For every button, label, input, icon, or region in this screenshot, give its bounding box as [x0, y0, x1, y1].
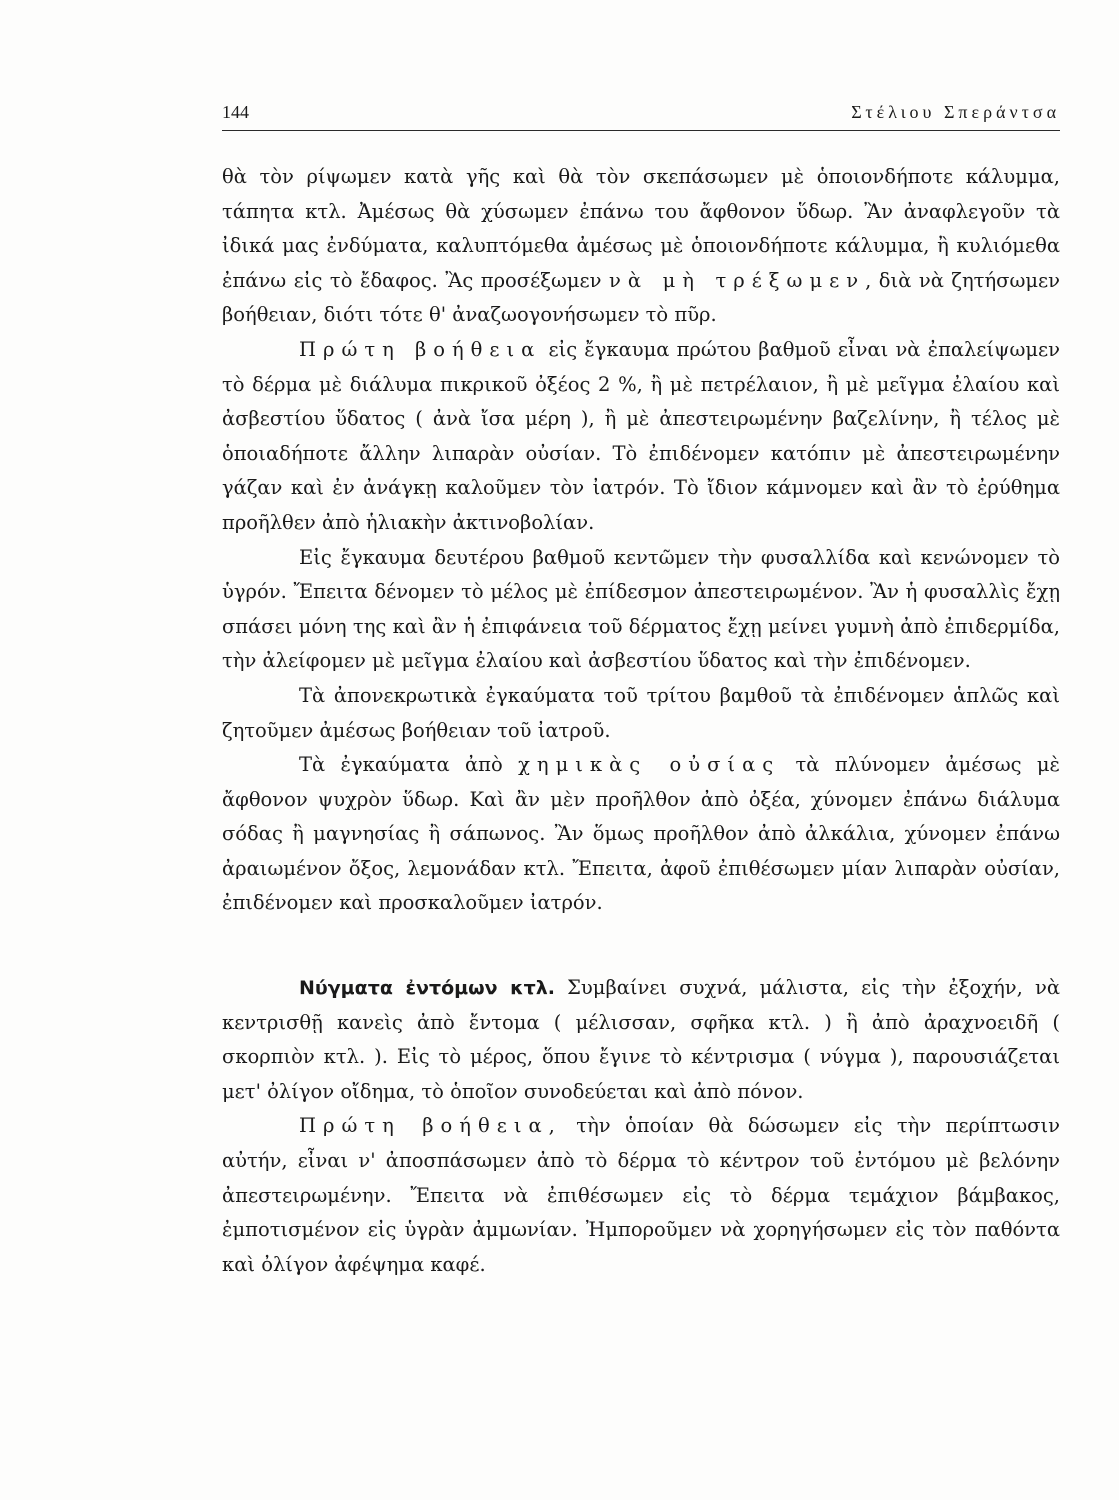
paragraph-text: Συμβαίνει συχνά, μάλιστα, εἰς τὴν ἐξοχήν, νὰ κεντρισθῇ κανεὶς ἀπὸ ἔντομα ( μέλισσαν, σφῆκα κτλ. ) ἢ ἀπὸ ἀραχνοειδῆ ( σκορπιὸν κτλ. ). Εἰς τὸ μέρος, ὅπου ἔγινε τὸ κέντρισμα ( νύγμα ), παρουσιάζεται μετ' ὀλίγον οἴδημα, τὸ ὁποῖον συνοδεύεται καὶ ἀπὸ πόνον.	[222, 976, 1060, 1103]
spaced-emphasis: χημικὰς οὐσίας	[518, 753, 781, 777]
page-body	[222, 160, 1060, 1282]
paragraph-text: Τὰ ἀπονεκρωτικὰ ἐγκαύματα τοῦ τρίτου βαμθοῦ τὰ ἐπιδένομεν ἁπλῶς καὶ ζητοῦμεν ἀμέσως βοήθειαν τοῦ ἰατροῦ.	[222, 683, 1060, 742]
paragraph-text: Εἰς ἔγκαυμα δευτέρου βαθμοῦ κεντῶμεν τὴν φυσαλλίδα καὶ κενώνομεν τὸ ὑγρόν. Ἔπειτα δένομεν τὸ μέλος μὲ ἐπίδεσμον ἀπεστειρωμένον. Ἂν ἡ φυσαλλὶς ἔχῃ σπάσει μόνη της καὶ ἂν ἡ ἐπιφάνεια τοῦ δέρματος ἔχῃ μείνει γυμνὴ ἀπὸ ἐπιδερμίδα, τὴν ἀλείφομεν μὲ μεῖγμα ἐλαίου καὶ ἀσβεστίου ὕδατος καὶ τὴν ἐπιδένομεν.	[222, 545, 1060, 673]
paragraph-text: τὴν ὁποίαν θὰ δώσωμεν εἰς τὴν περίπτωσιν αὐτήν, εἶναι ν' ἀποσπάσωμεν ἀπὸ τὸ δέρμα τὸ κέντρον τοῦ ἐντόμου μὲ βελόνην ἀπεστειρωμένην. Ἔπειτα νὰ ἐπιθέσωμεν εἰς τὸ δέρμα τεμάχιον βάμβακος, ἐμποτισμένον εἰς ὑγρὰν ἀμμωνίαν. Ἠμποροῦμεν νὰ χορηγήσωμεν εἰς τὸν παθόντα καὶ ὀλίγον ἀφέψημα καφέ.	[222, 1114, 1060, 1276]
paragraph-1	[222, 160, 1060, 333]
spaced-emphasis: Πρώτη βοήθεια,	[299, 1114, 562, 1138]
paragraph-6	[222, 971, 1060, 1109]
running-head: Στέλιου Σπεράντσα	[851, 102, 1060, 122]
paragraph-text: , διὰ νὰ ζητήσωμεν βοήθειαν, διότι τότε θ' ἀναζωογονήσωμεν τὸ πῦρ.	[222, 268, 1060, 327]
paragraph-3	[222, 541, 1060, 679]
page-header	[222, 100, 1060, 131]
section-title: Νύγματα ἐντόμων κτλ.	[299, 977, 555, 1000]
paragraph-4	[222, 679, 1060, 748]
paragraph-text: τὰ πλύνομεν ἀμέσως μὲ ἄφθονον ψυχρὸν ὕδωρ. Καὶ ἂν μὲν προῆλθον ἀπὸ ὀξέα, χύνομεν ἐπάνω διάλυμα σόδας ἢ μαγνησίας ἢ σάπωνος. Ἂν ὅμως προῆλθον ἀπὸ ἀλκάλια, χύνομεν ἐπάνω ἀραιωμένον ὄξος, λεμονάδαν κτλ. Ἔπειτα, ἀφοῦ ἐπιθέσωμεν μίαν λιπαρὰν οὐσίαν, ἐπιδένομεν καὶ προσκαλοῦμεν ἰατρόν.	[222, 753, 1060, 915]
paragraph-text: θὰ τὸν ρίψωμεν κατὰ γῆς καὶ θὰ τὸν σκεπάσωμεν μὲ ὁποιονδήποτε κάλυμμα, τάπητα κτλ. Ἀμέσως θὰ χύσωμεν ἐπάνω του ἄφθονον ὕδωρ. Ἂν ἀναφλεγοῦν τὰ ἰδικά μας ἐνδύματα, καλυπτόμεθα ἀμέσως μὲ ὁποιονδήποτε κάλυμμα, ἢ κυλιόμεθα ἐπάνω εἰς τὸ ἔδαφος. Ἂς προσέξωμεν	[222, 165, 1060, 292]
paragraph-2	[222, 333, 1060, 541]
paragraph-5	[222, 748, 1060, 921]
paragraph-7	[222, 1109, 1060, 1282]
spaced-emphasis: νὰ μὴ τρέξωμεν	[609, 268, 866, 292]
spaced-emphasis: Πρώτη βοήθεια	[299, 337, 542, 361]
paragraph-text: εἰς ἔγκαυμα πρώτου βαθμοῦ εἶναι νὰ ἐπαλείψωμεν τὸ δέρμα μὲ διάλυμα πικρικοῦ ὀξέος 2 %, ἢ μὲ πετρέλαιον, ἢ μὲ μεῖγμα ἐλαίου καὶ ἀσβεστίου ὕδατος ( ἀνὰ ἴσα μέρη ), ἢ μὲ ἀπεστειρωμένην βαζελίνην, ἢ τέλος μὲ ὁποιαδήποτε ἄλλην λιπαρὰν οὐσίαν. Τὸ ἐπιδένομεν κατόπιν μὲ ἀπεστειρωμένην γάζαν καὶ ἐν ἀνάγκῃ καλοῦμεν τὸν ἰατρόν. Τὸ ἴδιον κάμνομεν καὶ ἂν τὸ ἐρύθημα προῆλθεν ἀπὸ ἡλιακὴν ἀκτινοβολίαν.	[222, 337, 1060, 534]
page-number: 144	[222, 102, 249, 122]
paragraph-text: Τὰ ἐγκαύματα ἀπὸ	[299, 753, 519, 777]
